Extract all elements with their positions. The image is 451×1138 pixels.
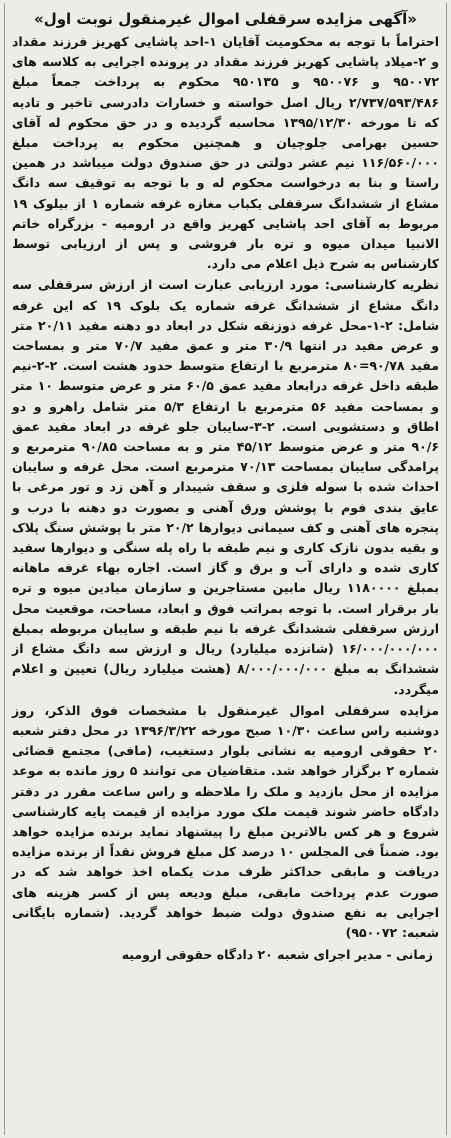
notice-paragraph-expert-opinion: نظریه کارشناسی: مورد ارزیابی عبارت است از ارزش سرقفلی سه دانگ مشاع از ششدانگ غرفه شماره یک بلوک ۱۹ که این غرفه شامل: ۲-۱-محل غرفه ذوزنقه شکل در ابعاد دو دهنه مفید ۲۰/۱۱ متر و عرض مفید در انتها ۳۰/۹ متر و عمق مفید ۷۰/۷ متر و بمساحت مفید ۹۰/۷۸=۸۰ مترمربع با ارتفاع متوسط حدود هشت است. ۲-۲-نیم طبقه داخل غرفه درابعاد مفید عمق ۶۰/۵ متر و عرض متوسط ۱۰ متر و بمساحت مفید ۵۶ مترمربع با ارتفاع ۵/۳ متر شامل راهرو و دو اطاق و دستشویی است. ۲-۳-سایبان جلو غرفه در ابعاد مفید عمق ۹۰/۶ متر و عرض متوسط ۴۵/۱۲ متر و به مساحت ۹۰/۸۵ مترمربع و پرامدگی سایبان بمساحت ۷۰/۱۳ مترمربع است. محل غرفه و سایبان احداث شده با سوله فلزی و سقف شیبدار و آهن زد و تور مرغی با عایق بندی فوم با پوشش ورق آهنی و بصورت دو دهنه با درب و پنجره های آهنی و کف سیمانی دیوارها ۲۰/۲ متر با پوشش سنگ پلاک و بقیه بدون نازک کاری و نیم طبقه با راه پله سنگی و دیوارها سفید کاری شده و دارای آب و برق و گاز است. اجاره بهاء غرفه ماهانه بمبلغ ۱۱۸۰۰۰۰ ریال مابین مستاجرین و سازمان میادین میوه و تره بار برقرار است. با توجه بمراتب فوق و ابعاد، مساحت، موقعیت محل ارزش سرقفلی ششدانگ غرفه با نیم طبقه و سایبان مربوطه بمبلغ ۱۶/۰۰۰/۰۰۰/۰۰۰ (شانزده میلیارد) ریال و ارزش سه دانگ مشاع از ششدانگ به مبلغ ۸/۰۰۰/۰۰۰/۰۰۰ (هشت میلیارد ریال) تعیین و اعلام میگردد. bbox=[12, 277, 440, 697]
notice-paragraph-auction-terms: مزایده سرقفلی اموال غیرمنقول با مشخصات فوق الذکر، روز دوشنبه راس ساعت ۱۰/۳۰ صبح مورخه ۱۳۹۶/۳/۲۲ در محل دفتر شعبه ۲۰ حقوقی ارومیه به نشانی بلوار دستغیب، (مافی) مجتمع قضائی شماره ۲ برگزار خواهد شد. متقاضیان می توانند ۵ روز مانده به موعد مزایده از محل بازدید و ملک را ملاحظه و راس ساعت مقرر در دفتر دادگاه حاضر شوند قیمت ملک مورد مزایده از قیمت پایه کارشناسی شروع و هر کس بالاترین مبلغ را پیشنهاد نماید برنده مزایده خواهد بود. ضمناً فی المجلس ۱۰ درصد کل مبلغ فروش نقداً از برنده مزایده دریافت و مابقی حداکثر ظرف مدت یکماه اخذ خواهد شد که در صورت عدم پرداخت مابقی، مبلغ ودیعه پس از کسر هزینه های اجرایی به نفع صندوق دولت ضبط خواهد گردید. (شماره بایگانی شعبه: ۹۵۰۰۷۲) bbox=[12, 702, 440, 940]
notice-signature: زمانی - مدیر اجرای شعبه ۲۰ دادگاه حقوقی ارومیه bbox=[121, 947, 433, 963]
column-frame bbox=[4, 3, 447, 1135]
notice-title: «آگهی مزایده سرقفلی اموال غیرمنقول نوبت اول» bbox=[34, 10, 417, 28]
notice-paragraph-intro: احتراماً با توجه به محکومیت آقایان ۱-احد پاشایی کهریز فرزند مقداد و ۲-میلاد پاشایی کهریز فرزند مقداد در پرونده اجرایی به کلاسه های ۹۵۰۰۷۲ و ۹۵۰۰۷۶ و ۹۵۰۱۳۵ محکوم به پرداخت جمعاً مبلغ ۲/۷۳۷/۵۹۳/۴۸۶ ریال اصل خواسته و خسارات دادرسی تاخیر و تادیه که تا مورخه ۱۳۹۵/۱۲/۳۰ محاسبه گردیده و در حق محکوم له آقای حسین بهرامی جلوچیان و همچنین محکوم به پرداخت مبلغ ۱۱۶/۵۶۰/۰۰۰ نیم عشر دولتی در حق صندوق دولت میباشد در همین راستا و بنا به درخواست محکوم له و با توجه به توقیف سه دانگ مشاع از ششدانگ سرقفلی یکباب مغازه غرفه شماره ۱ از بیلوک ۱۹ مربوط به آقای احد پاشایی کهریز واقع در ارومیه - بزرگراه خاتم الانبیا میدان میوه و تره بار فروشی و پس از ارزیابی توسط کارشناس به شرح ذیل اعلام می دارد. bbox=[12, 34, 439, 272]
